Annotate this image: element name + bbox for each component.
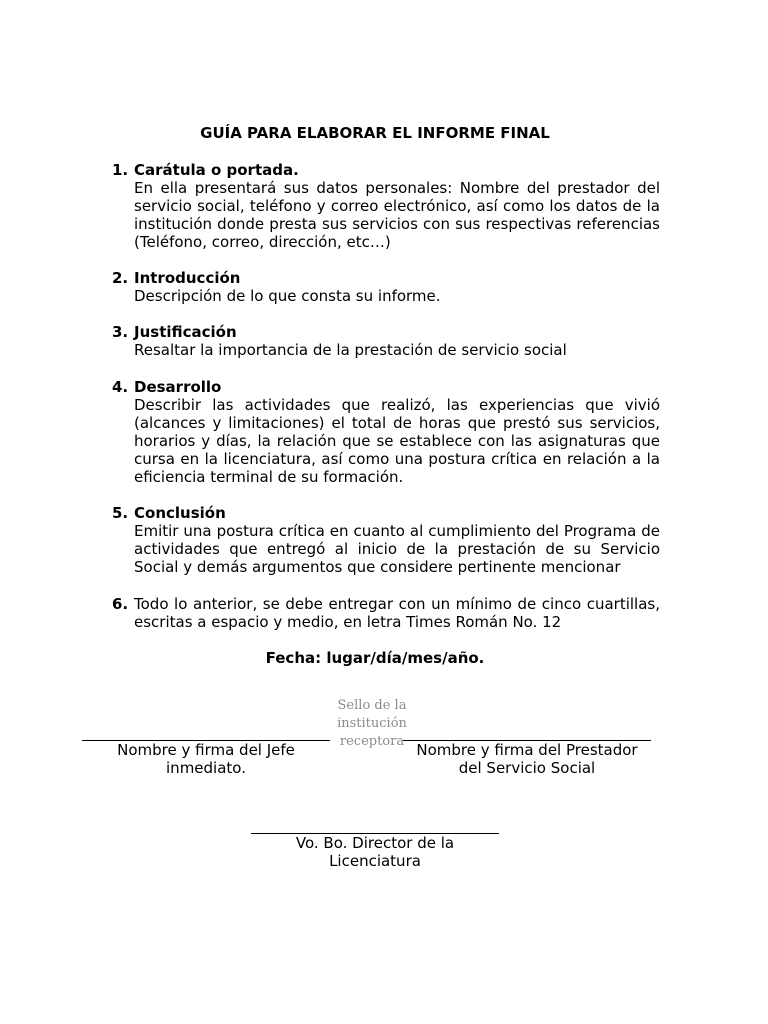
signature-label-left (82, 741, 330, 777)
section-requisitos (112, 595, 660, 631)
section-text: Resaltar la importancia de la prestación de servicio social (134, 341, 567, 359)
section-heading: Conclusión (134, 504, 226, 522)
section-caratula (112, 161, 660, 251)
signature-text: del Servicio Social (458, 759, 596, 777)
section-heading: Carátula o portada. (134, 161, 299, 179)
signature-text: Vo. Bo. Director de la (295, 834, 455, 852)
section-heading: Introducción (134, 269, 241, 287)
section-justificacion (112, 323, 660, 359)
stamp-line: institución (337, 716, 407, 731)
stamp-line: Sello de la (337, 698, 407, 713)
section-number: 1. (112, 161, 129, 179)
signature-text: Licenciatura (329, 852, 421, 870)
section-heading: Desarrollo (134, 378, 222, 396)
signature-text: inmediato. (166, 759, 246, 777)
document-title: GUÍA PARA ELABORAR EL INFORME FINAL (200, 124, 550, 142)
signature-label-right (403, 741, 651, 777)
section-number: 2. (112, 269, 129, 287)
section-text: Emitir una postura crítica en cuanto al cumplimiento del Programa de actividades que entregó al inicio de la prestación de su Servicio Social y demás argumentos que considere pertinente mencionar (134, 522, 660, 576)
section-number: 3. (112, 323, 129, 341)
section-heading: Justificación (134, 323, 237, 341)
section-number: 6. (112, 595, 129, 613)
date-line: Fecha: lugar/día/mes/año. (265, 649, 485, 667)
stamp-line: receptora (339, 734, 405, 749)
section-number: 5. (112, 504, 129, 522)
signature-text: Nombre y firma del Prestador (416, 741, 638, 759)
signature-text: Nombre y firma del Jefe (117, 741, 295, 759)
section-text: En ella presentará sus datos personales: Nombre del prestador del servicio social, teléfono y correo electrónico, así como los datos de la institución donde presta sus servicios con sus respectivas referencias (Teléfono, correo, dirección, etc…) (134, 179, 660, 251)
section-text: Describir las actividades que realizó, las experiencias que vivió (alcances y limitaciones) el total de horas que prestó sus servicios, horarios y días, la relación que se establece con las asignaturas que cursa en la licenciatura, así como una postura crítica en relación a la eficiencia terminal de su formación. (134, 396, 660, 486)
section-text: Descripción de lo que consta su informe. (134, 287, 441, 305)
signature-label-bottom (251, 834, 499, 870)
section-desarrollo (112, 378, 660, 486)
section-text: Todo lo anterior, se debe entregar con un mínimo de cinco cuartillas, escritas a espacio y medio, en letra Times Román No. 12 (134, 595, 660, 631)
section-introduccion (112, 269, 660, 305)
section-number: 4. (112, 378, 129, 396)
section-conclusion (112, 504, 660, 576)
